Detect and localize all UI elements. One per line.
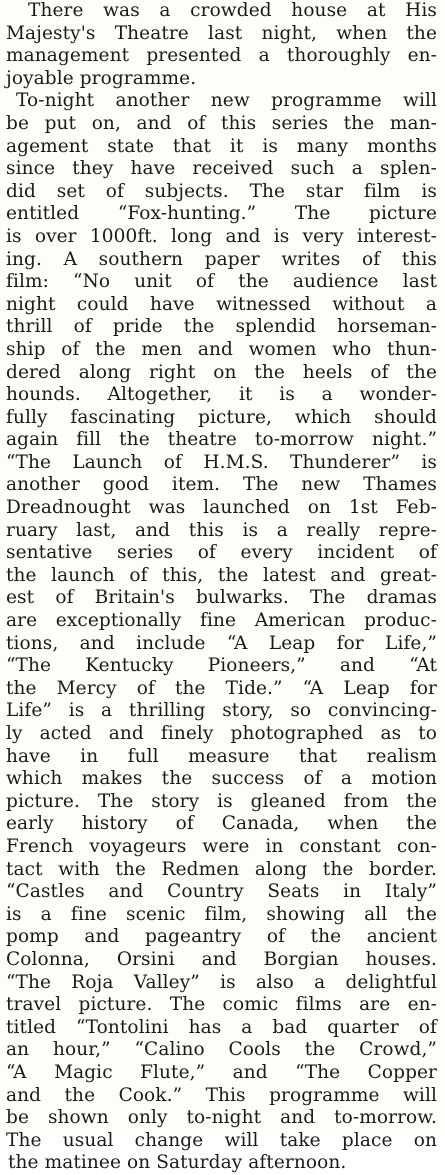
text-line: sentative series of every incident of bbox=[6, 542, 437, 564]
text-line: ship of the men and women who thun- bbox=[6, 338, 437, 360]
text-line: To-night another new programme will bbox=[16, 90, 437, 112]
text-line: ly acted and finely photographed as to bbox=[6, 723, 437, 744]
text-line: Life” is a thrilling story, so convincing- bbox=[6, 700, 437, 722]
text-line: fully fascinating picture, which should bbox=[6, 406, 437, 428]
text-line: is a fine scenic film, showing all the bbox=[6, 903, 437, 925]
text-line: “A Magic Flute,” and “The Copper bbox=[6, 1061, 437, 1083]
text-line: another good item. The new Thames bbox=[6, 474, 437, 496]
text-line: is over 1000ft. long and is very interest- bbox=[6, 225, 437, 247]
text-line: Dreadnought was launched on 1st Feb- bbox=[6, 497, 437, 519]
text-line: and the Cook.” This programme will bbox=[6, 1084, 437, 1106]
text-line: film: “No unit of the audience last bbox=[6, 271, 437, 293]
text-line: have in full measure that realism bbox=[6, 745, 437, 767]
text-line: entitled “Fox-hunting.” The picture bbox=[6, 203, 437, 225]
text-line: travel picture. The comic films are en- bbox=[6, 994, 437, 1016]
text-line: be put on, and of this series the man- bbox=[6, 112, 437, 134]
text-line: hounds. Altogether, it is a wonder- bbox=[6, 384, 437, 406]
text-line: est of Britain's bulwarks. The dramas bbox=[6, 587, 437, 609]
text-line: dered along right on the heels of the bbox=[6, 361, 437, 383]
text-line: tions, and include “A Leap for Life,” bbox=[6, 632, 437, 654]
text-line: There was a crowded house at His bbox=[28, 0, 437, 21]
text-line: picture. The story is gleaned from the bbox=[6, 790, 437, 812]
text-line: “The Launch of H.M.S. Thunderer” is bbox=[6, 451, 437, 473]
text-line: “The Kentucky Pioneers,” and “At bbox=[6, 655, 437, 677]
text-line: night could have witnessed without a bbox=[6, 293, 437, 315]
paragraph-opening bbox=[6, 0, 437, 90]
text-line: early history of Canada, when the bbox=[6, 813, 437, 835]
text-line: agement state that it is many months bbox=[6, 135, 437, 157]
text-line: did set of subjects. The star film is bbox=[6, 180, 437, 202]
text-line: tact with the Redmen along the border. bbox=[6, 858, 437, 880]
text-line: “The Roja Valley” is also a delightful bbox=[6, 971, 437, 993]
text-line: since they have received such a splen- bbox=[6, 158, 437, 180]
text-line: management presented a thoroughly en- bbox=[6, 45, 437, 67]
text-line: the Mercy of the Tide.” “A Leap for bbox=[6, 677, 437, 699]
text-line: pomp and pageantry of the ancient bbox=[6, 926, 437, 948]
text-line: an hour,” “Calino Cools the Crowd,” bbox=[6, 1039, 437, 1061]
text-line: Colonna, Orsini and Borgian houses. bbox=[6, 948, 437, 970]
text-line: are exceptionally fine American produc- bbox=[6, 610, 437, 632]
text-line: ing. A southern paper writes of this bbox=[6, 248, 437, 270]
text-line: thrill of pride the splendid horseman- bbox=[6, 316, 437, 338]
text-line: French voyageurs were in constant con- bbox=[6, 835, 437, 857]
text-line: the launch of this, the latest and great- bbox=[6, 564, 437, 586]
text-line: Majesty's Theatre last night, when the bbox=[6, 22, 437, 44]
text-line: joyable programme. bbox=[6, 67, 197, 89]
text-line: again fill the theatre to-morrow night.” bbox=[6, 429, 437, 451]
text-line: titled “Tontolini has a bad quarter of bbox=[6, 1016, 437, 1038]
paragraph-programme bbox=[6, 90, 437, 1175]
text-line: the matinee on Saturday afternoon. bbox=[8, 1152, 347, 1174]
text-line: ruary last, and this is a really repre- bbox=[6, 519, 437, 541]
text-line: which makes the success of a motion bbox=[6, 768, 437, 790]
text-line: be shown only to-night and to-morrow. bbox=[6, 1107, 437, 1129]
text-line: The usual change will take place on bbox=[6, 1129, 437, 1151]
text-line: “Castles and Country Seats in Italy” bbox=[6, 881, 437, 903]
